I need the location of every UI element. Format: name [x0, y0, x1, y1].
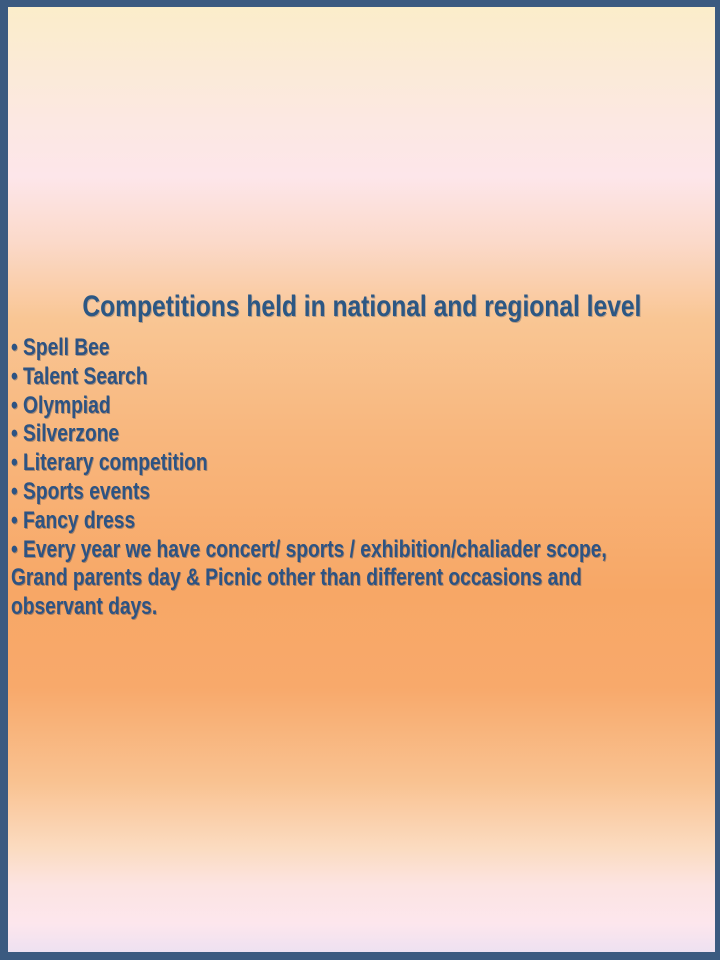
bullet-item-text: • Sports events — [11, 477, 151, 505]
bullet-item — [11, 392, 715, 421]
paragraph-line-text: observant days. — [11, 593, 158, 621]
bullet-item — [11, 478, 715, 507]
paragraph-line — [11, 564, 715, 593]
paragraph-line — [11, 593, 715, 622]
slide-title — [8, 290, 715, 324]
bullet-item-text: • Olympiad — [11, 391, 111, 419]
bullet-item-text: • Literary competition — [11, 449, 208, 477]
bullet-item — [11, 334, 715, 363]
bullet-item — [11, 449, 715, 478]
bullet-item — [11, 363, 715, 392]
paragraph-line-text: Grand parents day & Picnic other than different occasions and — [11, 564, 582, 592]
bullet-list — [11, 334, 715, 622]
bullet-item-text: • Fancy dress — [11, 506, 136, 534]
bullet-item — [11, 536, 715, 565]
bullet-item — [11, 507, 715, 536]
slide-title-text: Competitions held in national and regional level — [81, 290, 642, 323]
bullet-item-text: • Talent Search — [11, 362, 148, 390]
bullet-item-text: • Silverzone — [11, 420, 120, 448]
bullet-item-text: • Every year we have concert/ sports / exhibition/chaliader scope, — [11, 535, 607, 563]
bullet-item — [11, 420, 715, 449]
bullet-item-text: • Spell Bee — [11, 334, 110, 361]
